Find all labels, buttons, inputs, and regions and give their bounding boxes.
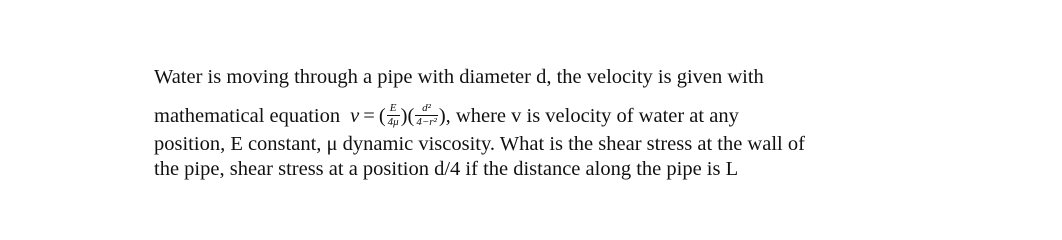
equation-prefix: mathematical equation <box>154 105 341 127</box>
open-paren-2: ( <box>407 105 415 127</box>
fraction-e-over-4mu <box>387 103 400 128</box>
fraction-2-numerator: d² <box>415 103 438 116</box>
velocity-symbol: v <box>350 105 360 127</box>
close-paren-2: ) <box>438 105 446 127</box>
equals-sign: = <box>363 105 375 127</box>
fraction-1-numerator: E <box>387 103 400 116</box>
problem-text <box>154 62 1034 181</box>
text-line-1: Water is moving through a pipe with diameter d, the velocity is given with <box>154 66 764 88</box>
fraction-2-denominator: 4−r² <box>416 115 437 128</box>
fraction-d2-over-4-r2 <box>415 103 438 128</box>
equation-suffix: , where v is velocity of water at any <box>445 105 739 127</box>
text-line-2 <box>154 101 1034 127</box>
text-line-3: position, E constant, μ dynamic viscosity. What is the shear stress at the wall of <box>154 133 805 155</box>
open-paren-1: ( <box>378 105 386 127</box>
text-line-4: the pipe, shear stress at a position d/4 if the distance along the pipe is L <box>154 158 739 180</box>
close-paren-1: ) <box>400 105 408 127</box>
fraction-1-denominator: 4μ <box>387 115 399 128</box>
